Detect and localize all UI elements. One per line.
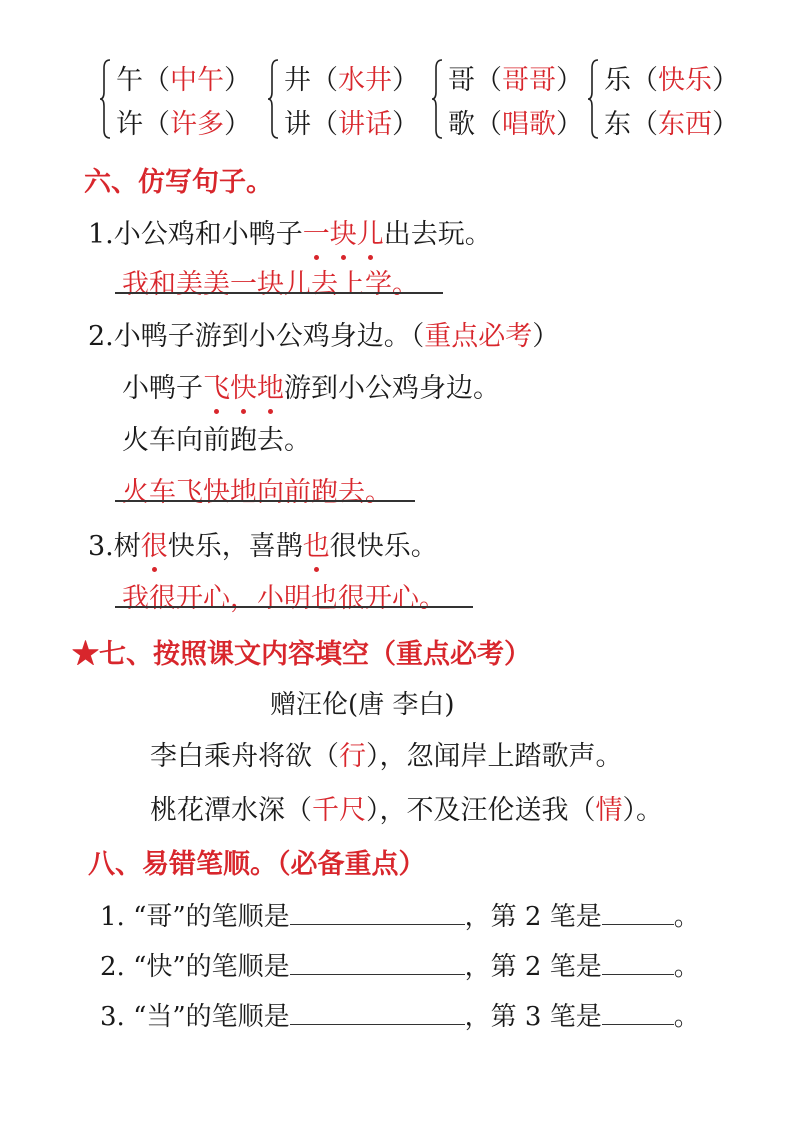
word-line: 乐（快乐） — [604, 65, 739, 96]
poem-title: 赠汪伦(唐 李白) — [270, 690, 455, 720]
word-line: 东（东西） — [604, 109, 739, 140]
star-icon: ★ — [72, 639, 99, 670]
answer-blank[interactable] — [602, 950, 674, 975]
q3-sentence: 3.树很快乐，喜鹊也很快乐。 — [88, 524, 438, 563]
word-line: 午（中午） — [116, 65, 251, 96]
word-line: 井（水井） — [284, 65, 419, 96]
answer-blank[interactable] — [290, 1000, 465, 1025]
q3-answer: 我很开心，小明也很开心。 — [122, 583, 446, 614]
brace-icon — [100, 58, 112, 140]
q2-example: 小鸭子飞快地游到小公鸡身边。 — [122, 366, 500, 405]
q2-prompt: 火车向前跑去。 — [122, 425, 311, 456]
answer-underline — [115, 292, 443, 294]
brace-icon — [432, 58, 444, 140]
word-line: 歌（唱歌） — [448, 109, 583, 140]
answer-blank[interactable] — [602, 1000, 674, 1025]
q2-answer: 火车飞快地向前跑去。 — [122, 477, 392, 508]
q1-answer: 我和美美一块儿去上学。 — [122, 269, 419, 300]
brace-icon — [268, 58, 280, 140]
section-6-title: 六、仿写句子。 — [84, 167, 273, 198]
poem-line-1: 李白乘舟将欲（行），忽闻岸上踏歌声。 — [150, 741, 623, 772]
answer-blank[interactable] — [290, 900, 465, 925]
q2-sentence: 2.小鸭子游到小公鸡身边。（重点必考） — [88, 321, 560, 352]
poem-line-2: 桃花潭水深（千尺），不及汪伦送我（情）。 — [150, 795, 663, 826]
answer-blank[interactable] — [290, 950, 465, 975]
stroke-item-3: 3. “当”的笔顺是 ，第 3 笔是 。 — [100, 1002, 700, 1032]
word-line: 哥（哥哥） — [448, 65, 583, 96]
brace-icon — [588, 58, 600, 140]
word-line: 许（许多） — [116, 109, 251, 140]
answer-blank[interactable] — [602, 900, 674, 925]
section-7-title: ★七、按照课文内容填空（重点必考） — [72, 639, 531, 670]
q1-sentence: 1.小公鸡和小鸭子一块儿出去玩。 — [88, 212, 492, 251]
stroke-item-1: 1. “哥”的笔顺是 ，第 2 笔是 。 — [100, 902, 700, 932]
word-line: 讲（讲话） — [284, 109, 419, 140]
section-8-title: 八、易错笔顺。（必备重点） — [88, 849, 426, 880]
answer-underline — [115, 606, 473, 608]
stroke-item-2: 2. “快”的笔顺是 ，第 2 笔是 。 — [100, 952, 700, 982]
answer-underline — [115, 500, 415, 502]
